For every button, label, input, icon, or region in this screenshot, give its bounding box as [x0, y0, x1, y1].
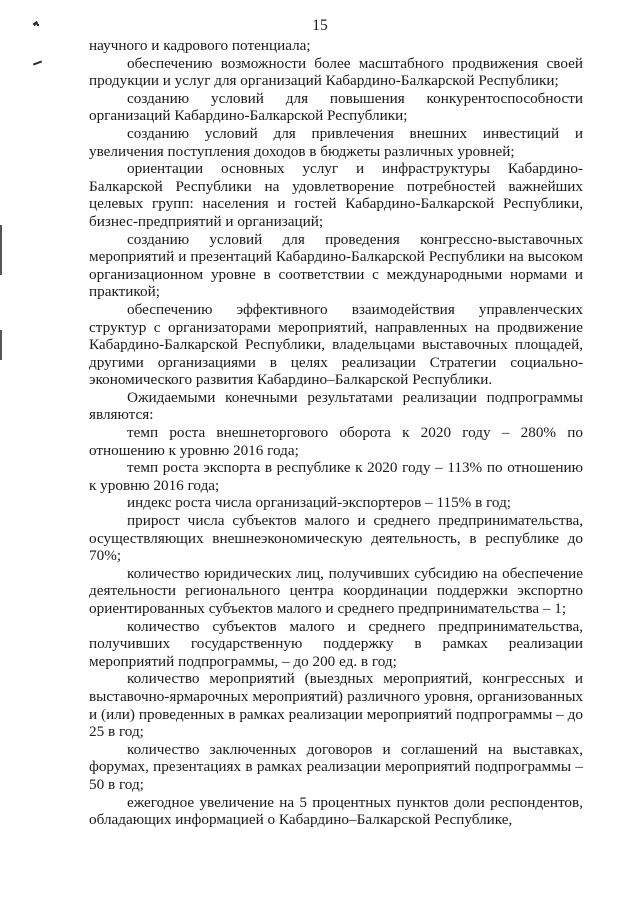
paragraph: обеспечению возможности более масштабного продвижения своей продукции и услуг для организаций Кабардино-Балкарской Республики; [89, 54, 583, 90]
paragraph: созданию условий для привлечения внешних инвестиций и увеличения поступления доходов в бюджеты различных уровней; [89, 124, 583, 160]
paragraph: научного и кадрового потенциала; [89, 37, 311, 54]
paragraph: количество мероприятий (выездных мероприятий, конгрессных и выставочно-ярмарочных мероприятий) различного уровня, организованных и (или) проведенных в рамках реализации мероприятий подпрограммы – до 25 в год; [89, 670, 583, 741]
scan-edge-line [0, 330, 2, 360]
paragraph: обеспечению эффективного взаимодействия управленческих структур с организаторами мероприятий, направленных на продвижение Кабардино-Балкарской Республики, владельцами выставочных площадей, другими организациями в целях реализации Стратегии социально-экономического развития Кабардино–Балкарской Республики. [89, 300, 583, 389]
paragraph: темп роста экспорта в республике к 2020 году – 113% по отношению к уровню 2016 года; [89, 459, 583, 494]
paragraph: ежегодное увеличение на 5 процентных пунктов доли респондентов, обладающих информацией о Кабардино–Балкарской Республике, [89, 793, 583, 829]
scan-edge-line [0, 225, 2, 275]
paragraph: количество субъектов малого и среднего предпринимательства, получивших государственную поддержку в рамках реализации мероприятий подпрограммы, – до 200 ед. в год; [89, 617, 583, 670]
paragraph: ориентации основных услуг и инфраструктуры Кабардино-Балкарской Республики на удовлетворение потребностей важнейших целевых групп: населения и гостей Кабардино-Балкарской Республики, бизнес-предприятий и организаций; [89, 160, 583, 230]
page-number: 15 [312, 17, 328, 34]
paragraph: созданию условий для повышения конкурентоспособности организаций Кабардино-Балкарской Республики; [89, 89, 583, 125]
body-text [89, 37, 583, 829]
paragraph: Ожидаемыми конечными результатами реализации подпрограммы являются: [89, 388, 583, 424]
paragraph: прирост числа субъектов малого и среднего предпринимательства, осуществляющих внешнеэкономическую деятельность, в республике до 70%; [89, 512, 583, 565]
paragraph: созданию условий для проведения конгрессно-выставочных мероприятий и презентаций Кабардино-Балкарской Республики на высоком организационном уровне в соответствии с международными нормами и практикой; [89, 230, 583, 301]
scan-artifact [33, 61, 42, 66]
paragraph: темп роста внешнеторгового оборота к 2020 году – 280% по отношению к уровню 2016 года; [89, 424, 583, 459]
paragraph: индекс роста числа организаций-экспортеров – 115% в год; [127, 494, 512, 512]
paragraph: количество юридических лиц, получивших субсидию на обеспечение деятельности регионального центра координации поддержки экспортно ориентированных субъектов малого и среднего предпринимательства – 1; [89, 564, 583, 617]
paragraph: количество заключенных договоров и соглашений на выставках, форумах, презентациях в рамках реализации мероприятий подпрограммы – 50 в год; [89, 740, 583, 793]
